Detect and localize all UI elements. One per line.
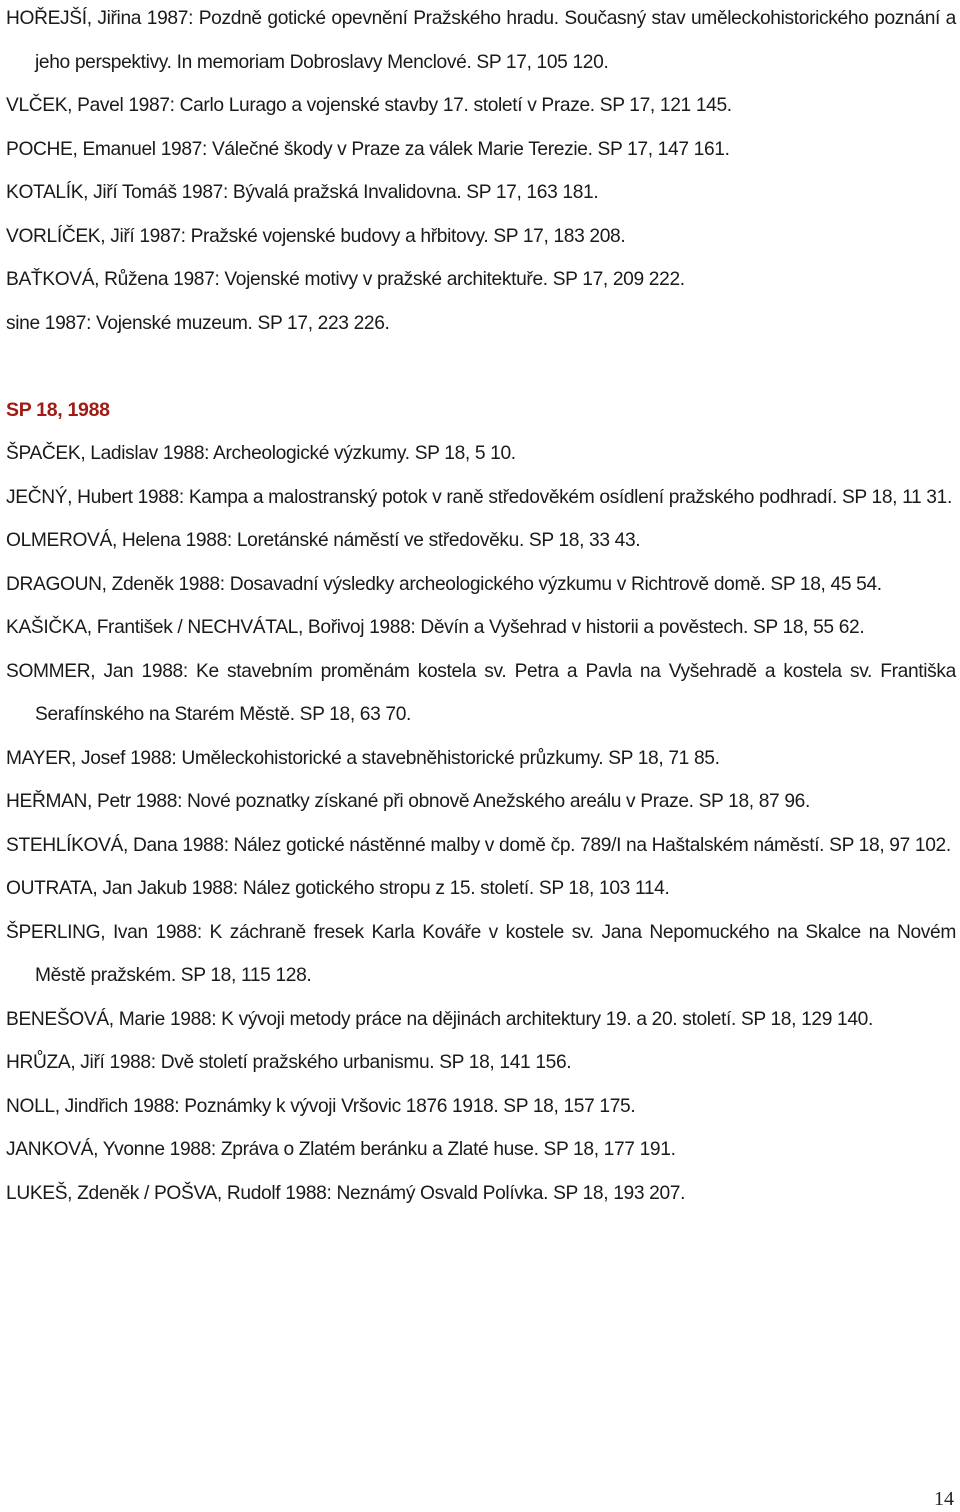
bibliography-entry: POCHE, Emanuel 1987: Válečné škody v Praze za válek Marie Terezie. SP 17, 147 161. — [6, 138, 730, 160]
bibliography-entry: KOTALÍK, Jiří Tomáš 1987: Bývalá pražská Invalidovna. SP 17, 163 181. — [6, 182, 599, 203]
bibliography-entry: LUKEŠ, Zdeněk / POŠVA, Rudolf 1988: Neznámý Osvald Polívka. SP 18, 193 207. — [6, 1182, 686, 1204]
page-number: 14 — [934, 1488, 954, 1510]
bibliography-entry: HEŘMAN, Petr 1988: Nové poznatky získané při obnově Anežského areálu v Praze. SP 18, 87 96. — [6, 791, 810, 812]
bibliography-entry: NOLL, Jindřich 1988: Poznámky k vývoji Vršovic 1876 1918. SP 18, 157 175. — [6, 1095, 636, 1117]
bibliography-entry: ŠPAČEK, Ladislav 1988: Archeologické výzkumy. SP 18, 5 10. — [6, 443, 516, 464]
bibliography-entry: STEHLÍKOVÁ, Dana 1988: Nález gotické nástěnné malby v domě čp. 789/I na Haštalském náměstí. SP 18, 97 102. — [6, 834, 951, 856]
bibliography-entry: JANKOVÁ, Yvonne 1988: Zpráva o Zlatém beránku a Zlaté huse. SP 18, 177 191. — [6, 1139, 676, 1160]
bibliography-entry: JEČNÝ, Hubert 1988: Kampa a malostranský potok v raně středověkém osídlení pražského podhradí. SP 18, 11 31. — [6, 486, 952, 508]
bibliography-entry: VLČEK, Pavel 1987: Carlo Lurago a vojenské stavby 17. století v Praze. SP 17, 121 145. — [6, 95, 732, 116]
bibliography-entry: MAYER, Josef 1988: Uměleckohistorické a stavebněhistorické průzkumy. SP 18, 71 85. — [6, 747, 720, 769]
bibliography-entry: BENEŠOVÁ, Marie 1988: K vývoji metody práce na dějinách architektury 19. a 20. století. SP 18, 129 140. — [6, 1008, 873, 1030]
bibliography-entry: DRAGOUN, Zdeněk 1988: Dosavadní výsledky archeologického výzkumu v Richtrově domě. SP 18, 45 54. — [6, 573, 882, 595]
bibliography-entry: VORLÍČEK, Jiří 1987: Pražské vojenské budovy a hřbitovy. SP 17, 183 208. — [6, 225, 626, 247]
bibliography-entry: OLMEROVÁ, Helena 1988: Loretánské náměstí ve středověku. SP 18, 33 43. — [6, 530, 641, 551]
bibliography-entry: SOMMER, Jan 1988: Ke stavebním proměnám kostela sv. Petra a Pavla na Vyšehradě a kostela sv. Františka Serafínského na Starém Městě. SP 18, 63 70. — [6, 660, 956, 725]
bibliography-entry: sine 1987: Vojenské muzeum. SP 17, 223 226. — [6, 312, 390, 334]
bibliography-entry: ŠPERLING, Ivan 1988: K záchraně fresek Karla Kováře v kostele sv. Jana Nepomuckého na Skalce na Novém Městě pražském. SP 18, 115 128. — [6, 921, 956, 986]
bibliography-entry: HOŘEJŠÍ, Jiřina 1987: Pozdně gotické opevnění Pražského hradu. Současný stav uměleckohistorického poznání a jeho perspektivy. In memoriam Dobroslavy Menclové. SP 17, 105 120. — [6, 8, 956, 73]
bibliography-entry: OUTRATA, Jan Jakub 1988: Nález gotického stropu z 15. století. SP 18, 103 114. — [6, 878, 670, 899]
bibliography-entry: BAŤKOVÁ, Růžena 1987: Vojenské motivy v pražské architektuře. SP 17, 209 222. — [6, 269, 685, 290]
bibliography-entry: KAŠIČKA, František / NECHVÁTAL, Bořivoj 1988: Děvín a Vyšehrad v historii a pověstech. SP 18, 55 62. — [6, 617, 865, 638]
bibliography-entry: HRŮZA, Jiří 1988: Dvě století pražského urbanismu. SP 18, 141 156. — [6, 1052, 572, 1073]
bibliography-list — [6, 0, 956, 1215]
section-heading: SP 18, 1988 — [6, 398, 110, 421]
